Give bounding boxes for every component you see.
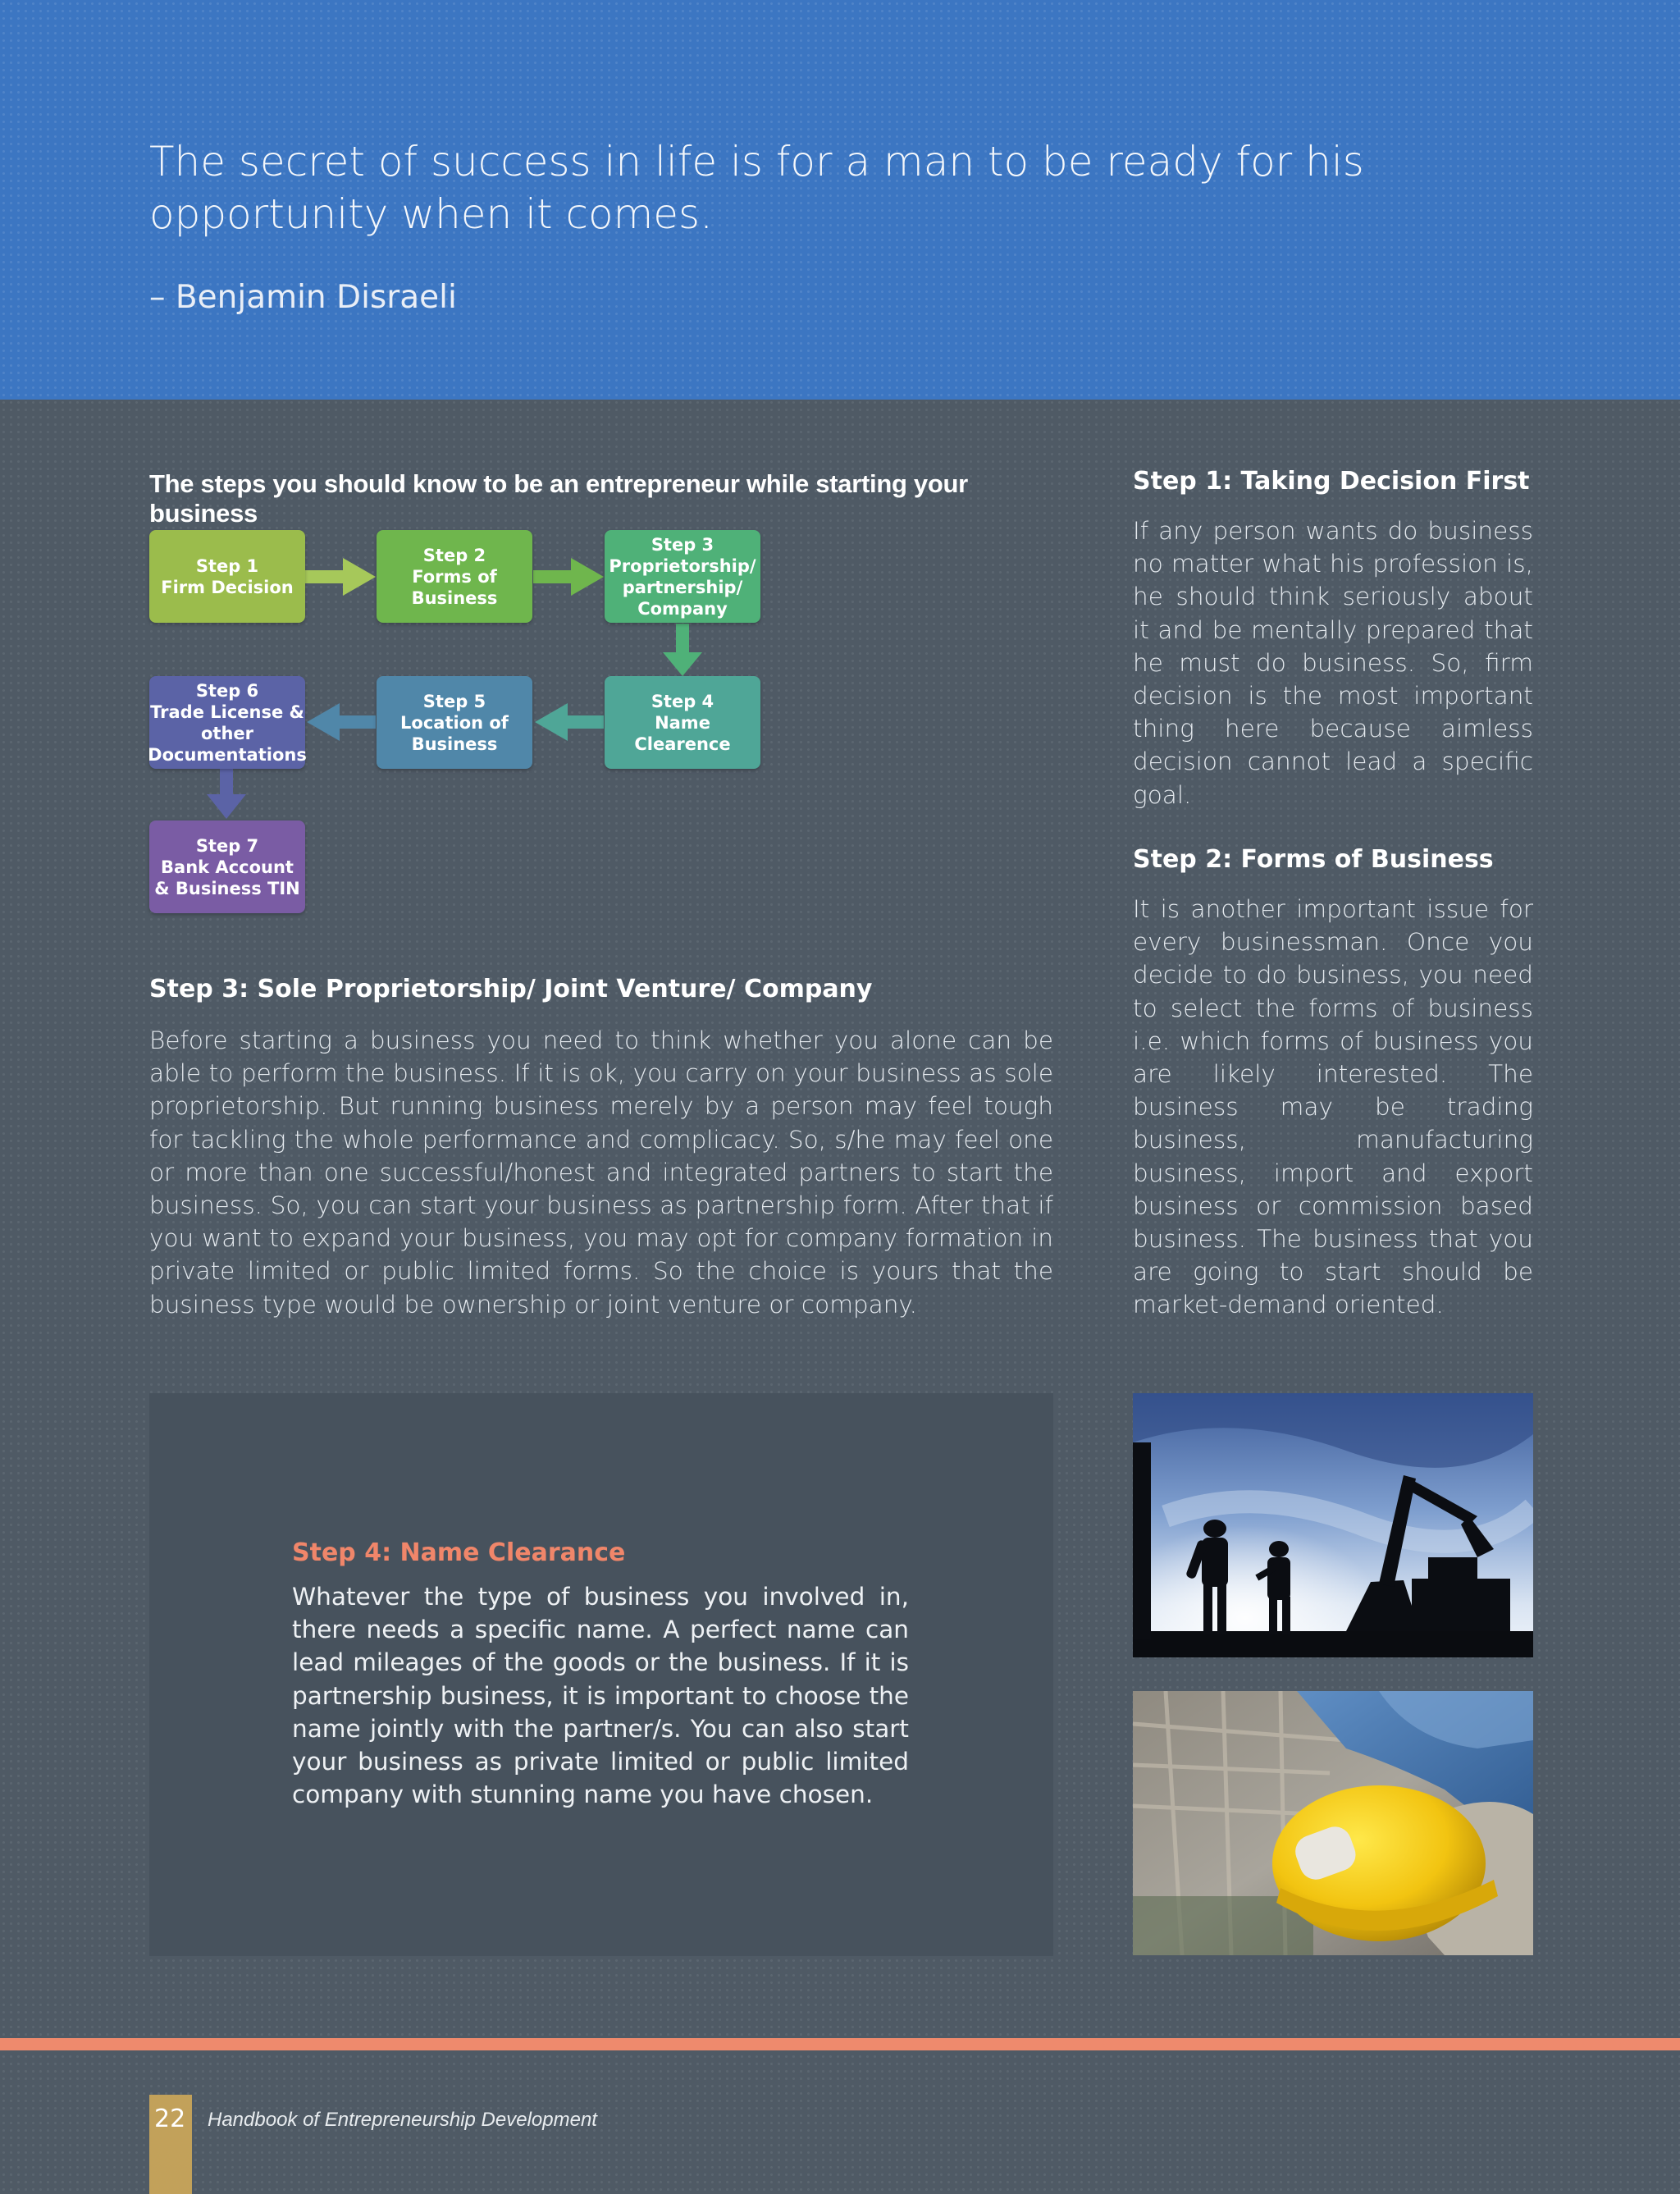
arrow-step1-step2 (305, 558, 376, 596)
step1-heading: Step 1: Taking Decision First (1133, 467, 1530, 496)
hard-hat-photo (1133, 1691, 1533, 1955)
arrow-step4-step5 (535, 703, 604, 741)
step4-body: Whatever the type of business you involved in, there needs a specific name. A perfect name can lead mileages of the goods or the business. If it is partnership business, it is important to choose the name jointly with the partner/s. You can also start your business as private limited or public limited company with stunning name you have chosen. (292, 1583, 909, 1809)
construction-workers-photo (1133, 1393, 1533, 1657)
step-box-4: Step 4 Name Clearence (605, 676, 760, 769)
step-box-5: Step 5 Location of Business (377, 676, 532, 769)
step-box-3: Step 3 Proprietorship/ partnership/ Company (605, 530, 760, 623)
arrow-step5-step6 (307, 703, 376, 741)
step-box-7: Step 7 Bank Account & Business TIN (149, 820, 305, 913)
page-number: 22 (154, 2105, 186, 2133)
step4-heading: Step 4: Name Clearance (292, 1538, 626, 1567)
diagram-title: The steps you should know to be an entrepreneur while starting your business (149, 469, 968, 528)
footer-rule (0, 2038, 1680, 2050)
arrow-step3-step4 (663, 624, 702, 676)
step-box-6: Step 6 Trade License & other Documentations (149, 676, 305, 769)
quote-author: – Benjamin Disraeli (149, 279, 457, 316)
quote-text: The secret of success in life is for a man to be ready for his opportunity when it comes. (149, 138, 1364, 238)
step-box-1: Step 1 Firm Decision (149, 530, 305, 623)
step1-body: If any person wants do business no matter what his profession is, he should think seriously about it and be mentally prepared that he must do business. So, firm decision is the most important thing here because aimless decision cannot lead a specific goal. (1133, 517, 1533, 809)
step3-body: Before starting a business you need to think whether you alone can be able to perform the business. If it is ok, you carry on your business as sole proprietorship. But running business merely by a person may feel tough for tackling the whole performance and complicacy. So, s/he may feel one or more than one successful/honest and integrated partners to start the business. So, you can start your business as partnership form. After that if you want to expand your business, you may opt for company formation in private limited or public limited forms. So the choice is yours that the business type would be ownership or joint venture or company. (149, 1026, 1053, 1319)
step2-body: It is another important issue for every businessman. Once you decide to do business, you need to select the forms of business i.e. which forms of business you are likely interested. The business may be trading business, manufacturing business, import and export business or commission based business. The business that you are going to start should be market-demand oriented. (1133, 895, 1533, 1319)
arrow-step2-step3 (533, 558, 604, 596)
running-title: Handbook of Entrepreneurship Development (208, 2109, 597, 2131)
step-box-2: Step 2 Forms of Business (377, 530, 532, 623)
step3-heading: Step 3: Sole Proprietorship/ Joint Venture/ Company (149, 975, 873, 1003)
arrow-step6-step7 (207, 768, 246, 819)
step2-heading: Step 2: Forms of Business (1133, 845, 1494, 874)
